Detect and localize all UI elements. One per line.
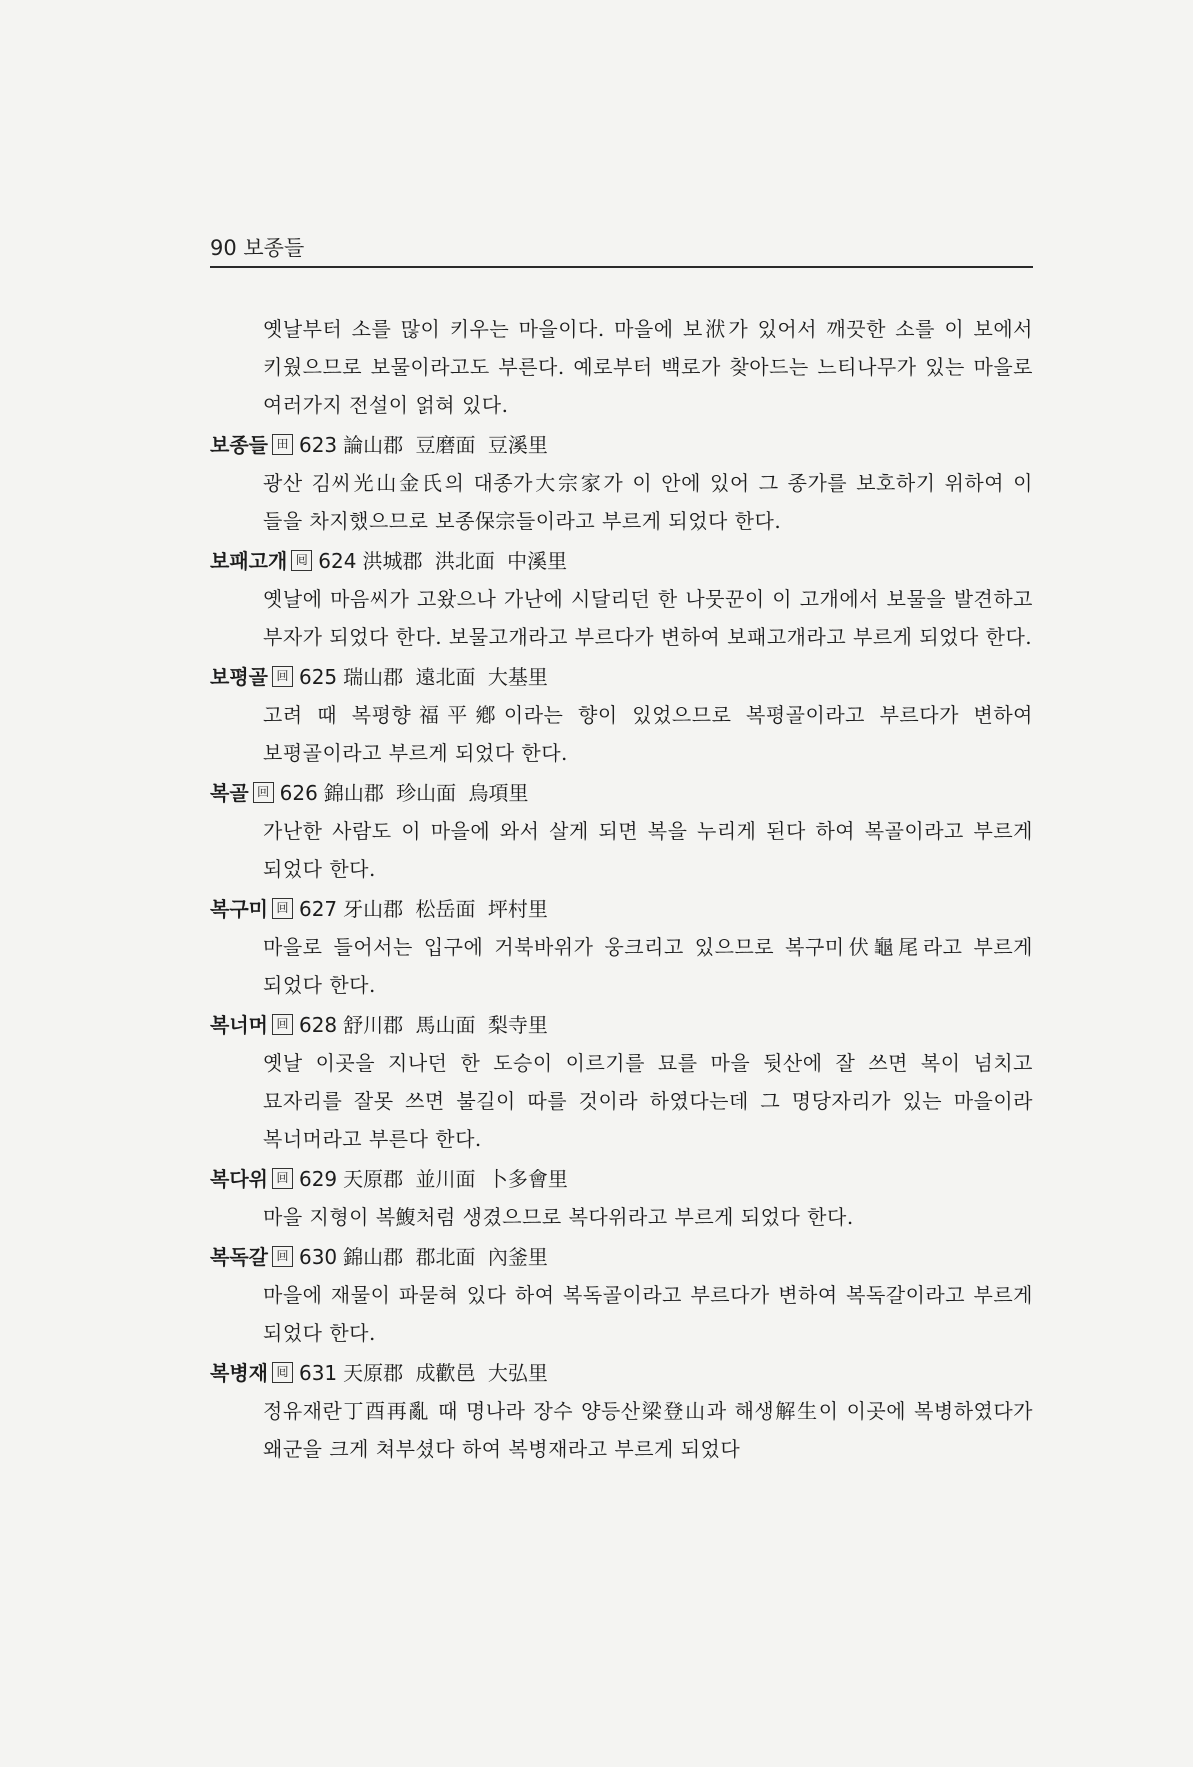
entry [210, 426, 1033, 540]
entry-header [210, 1238, 1033, 1276]
page-header: 90 보종들 [210, 236, 305, 260]
entry-text: 옛날 이곳을 지나던 한 도승이 이르기를 묘를 마을 뒷산에 잘 쓰면 복이 넘치고 묘자리를 잘못 쓰면 불길이 따를 것이라 하였다는데 그 명당자리가 있는 마을이라 복너머라고 부른다 한다. [263, 1051, 1033, 1151]
entry-type-badge: 回 [272, 666, 293, 687]
entry-headword: 복병재 [210, 1361, 268, 1385]
entry-type-badge: 回 [272, 898, 293, 919]
entry [210, 1238, 1033, 1352]
entry-number: 629 [298, 1167, 338, 1191]
entry-header [210, 1354, 1033, 1392]
entry-header [210, 426, 1033, 464]
entry-type-badge: 回 [253, 782, 274, 803]
entry-number: 623 [298, 433, 338, 457]
entry-type-badge: 囘 [272, 1362, 293, 1383]
entry-header [210, 774, 1033, 812]
entry-headword: 보종들 [210, 433, 268, 457]
entry-location: 錦山郡 珍山面 烏項里 [323, 781, 529, 805]
entry-headword: 보패고개 [210, 549, 288, 573]
entry-headword: 보평골 [210, 665, 268, 689]
entry-headword: 복구미 [210, 897, 268, 921]
entry-location: 瑞山郡 遠北面 大基里 [343, 665, 548, 689]
entry-number: 626 [279, 781, 318, 805]
entry [210, 1006, 1033, 1158]
entry-location: 論山郡 豆磨面 豆溪里 [343, 433, 548, 457]
entry-location: 天原郡 並川面 卜多會里 [343, 1167, 568, 1191]
entry-header [210, 658, 1033, 696]
entry-type-badge: 回 [272, 1168, 293, 1189]
header-rule [210, 266, 1033, 268]
page-body [210, 310, 1033, 1468]
entry-location: 天原郡 成歡邑 大弘里 [343, 1361, 548, 1385]
entry-location: 錦山郡 郡北面 內釜里 [343, 1245, 548, 1269]
entry-headword: 복골 [210, 781, 249, 805]
entry-number: 630 [298, 1245, 338, 1269]
entry [210, 890, 1033, 1004]
entry [210, 774, 1033, 888]
entry-type-badge: 田 [272, 434, 293, 455]
entry-number: 627 [298, 897, 338, 921]
entry-location: 洪城郡 洪北面 中溪里 [362, 549, 568, 573]
entry [210, 658, 1033, 772]
entry [210, 1354, 1033, 1468]
entry-text: 마을에 재물이 파묻혀 있다 하여 복독골이라고 부르다가 변하여 복독갈이라고 부르게 되었다 한다. [263, 1283, 1033, 1345]
entry-type-badge: 回 [272, 1014, 293, 1035]
entry-text: 고려 때 복평향福平鄕이라는 향이 있었으므로 복평골이라고 부르다가 변하여 보평골이라고 부르게 되었다 한다. [263, 703, 1033, 765]
entry-number: 624 [318, 549, 357, 573]
intro-paragraph: 옛날부터 소를 많이 키우는 마을이다. 마을에 보洑가 있어서 깨끗한 소를 이 보에서 키웠으므로 보물이라고도 부른다. 예로부터 백로가 찾아드는 느티나무가 있는 마을로 여러가지 전설이 얽혀 있다. [263, 317, 1033, 417]
entry-headword: 복너머 [210, 1013, 268, 1037]
entry-header [210, 1160, 1033, 1198]
entry-text: 마을로 들어서는 입구에 거북바위가 웅크리고 있으므로 복구미伏龜尾라고 부르게 되었다 한다. [263, 935, 1033, 997]
entry-number: 631 [298, 1361, 338, 1385]
entry-text: 가난한 사람도 이 마을에 와서 살게 되면 복을 누리게 된다 하여 복골이라고 부르게 되었다 한다. [263, 819, 1033, 881]
entry-text: 광산 김씨光山金氏의 대종가大宗家가 이 안에 있어 그 종가를 보호하기 위하여 이 들을 차지했으므로 보종保宗들이라고 부르게 되었다 한다. [263, 471, 1033, 533]
entry-headword: 복다위 [210, 1167, 268, 1191]
entry-header [210, 1006, 1033, 1044]
entry-headword: 복독갈 [210, 1245, 268, 1269]
entry-number: 628 [298, 1013, 338, 1037]
entry-type-badge: 回 [272, 1246, 293, 1267]
entry-header [210, 542, 1033, 580]
entry-location: 牙山郡 松岳面 坪村里 [343, 897, 548, 921]
entry [210, 1160, 1033, 1236]
entry-number: 625 [298, 665, 338, 689]
entry-text: 마을 지형이 복鰒처럼 생겼으므로 복다위라고 부르게 되었다 한다. [263, 1205, 854, 1229]
entry-type-badge: 囘 [291, 550, 312, 571]
entry-header [210, 890, 1033, 928]
entry-text: 정유재란丁酉再亂 때 명나라 장수 양등산梁登山과 해생解生이 이곳에 복병하였다가 왜군을 크게 쳐부셨다 하여 복병재라고 부르게 되었다 [263, 1399, 1033, 1461]
entry-location: 舒川郡 馬山面 梨寺里 [343, 1013, 548, 1037]
entry-text: 옛날에 마음씨가 고왔으나 가난에 시달리던 한 나뭇꾼이 이 고개에서 보물을 발견하고 부자가 되었다 한다. 보물고개라고 부르다가 변하여 보패고개라고 부르게 되었다 한다. [263, 587, 1033, 649]
entry [210, 542, 1033, 656]
